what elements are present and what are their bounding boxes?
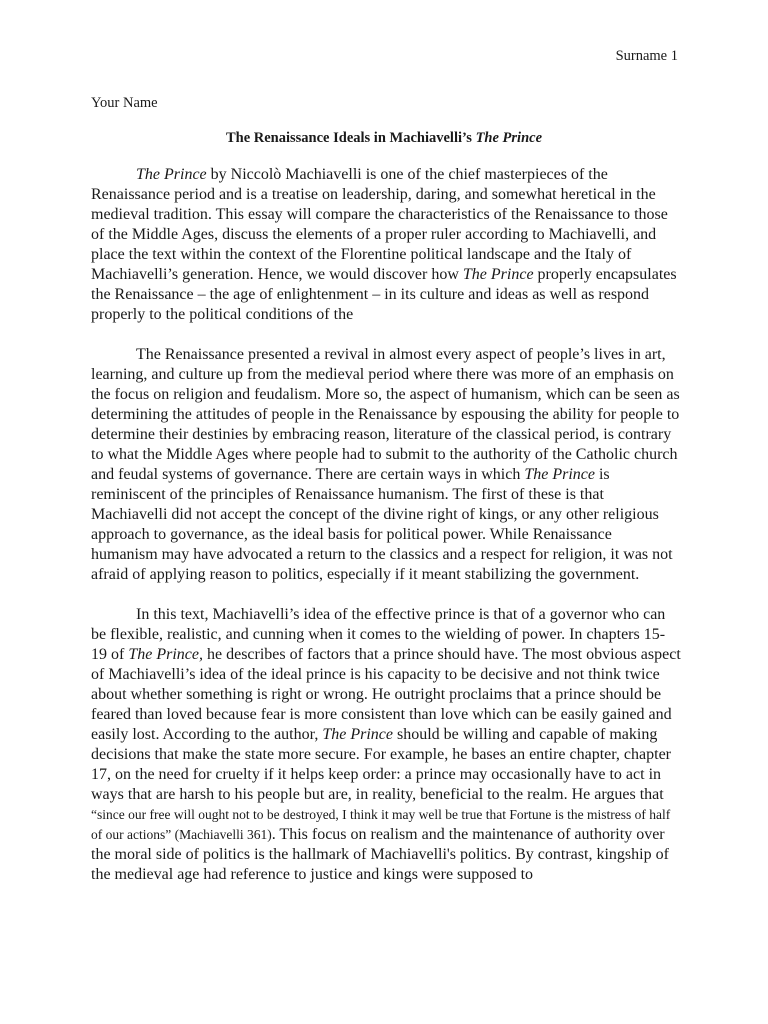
p2-text-3: is reminiscent of the principles of Renaissance humanism. The first of these is that Machiavelli did not accept the concept of the divine right of kings, or any other religious approach to governance, as the ideal basis for political power. While Renaissance humanism may have advocated a return to the classics and a respect for religion, it was not afraid of applying reason to politics, especially if it meant stabilizing the government. xyxy=(91,466,673,583)
p3-text-3: he describes of factors that a prince should have. The most obvious aspect of Machiavelli’s idea of the ideal prince is his capacity to be decisive and not think twice about whether something is right or wrong. He outright proclaims that a prince should be feared than loved because fear is more consistent than love which can be easily gained and easily lost. According to the author, xyxy=(91,646,681,743)
title-italic: The Prince xyxy=(475,130,543,146)
p3-text-7: . This focus on realism and the maintenance of authority over the moral side of politics is the hallmark of Machiavelli's politics. By contrast, kingship of the medieval age had reference to justice and kings were supposed to xyxy=(91,826,669,883)
p3-italic-4: The Prince xyxy=(322,726,393,743)
essay-body xyxy=(91,165,681,905)
p3-italic-2: The Prince, xyxy=(128,646,203,663)
p1-italic-3: The Prince xyxy=(462,266,534,283)
p1-text-4: properly encapsulates the Renaissance – the age of enlightenment – in its culture and ideas as well as respond properly to the political conditions of the xyxy=(91,266,677,323)
running-head: Surname 1 xyxy=(615,48,678,64)
paragraph-1 xyxy=(91,165,681,325)
paragraph-2 xyxy=(91,345,681,585)
p2-text-1: The Renaissance presented a revival in almost every aspect of people’s lives in art, learning, and culture up from the medieval period where there was more of an emphasis on the focus on religion and feudalism. More so, the aspect of humanism, which can be seen as determining the attitudes of people in the Renaissance by espousing the ability for people to determine their destinies by embracing reason, literature of the classical period, is contrary to what the Middle Ages where people had to submit to the authority of the Catholic church and feudal systems of governance. There are certain ways in which xyxy=(91,346,680,483)
author-name: Your Name xyxy=(91,95,158,111)
p3-text-5: should be willing and capable of making decisions that make the state more secure. For example, he bases an entire chapter, chapter 17, on the need for cruelty if it helps keep order: a prince may occasionally have to act in ways that are harsh to his people but are, in reality, beneficial to the realm. He argues that xyxy=(91,726,672,803)
p3-text-1: In this text, Machiavelli’s idea of the effective prince is that of a governor who can be flexible, realistic, and cunning when it comes to the wielding of power. In chapters 15-19 of xyxy=(91,606,666,663)
p3-quote: “since our free will ought not to be destroyed, I think it may well be true that Fortune is the mistress of half of our actions” (Machiavelli 361) xyxy=(91,807,671,842)
title-main: The Renaissance Ideals in Machiavelli’s xyxy=(225,130,476,146)
essay-title xyxy=(91,128,677,148)
p1-text-2: by Niccolò Machiavelli is one of the chief masterpieces of the Renaissance period and is a treatise on leadership, daring, and somewhat heretical in the medieval tradition. This essay will compare the characteristics of the Renaissance to those of the Middle Ages, discuss the elements of a proper ruler according to Machiavelli, and place the text within the context of the Florentine political landscape and the Italy of Machiavelli’s generation. Hence, we would discover how xyxy=(91,166,668,283)
paragraph-3 xyxy=(91,605,681,885)
p2-italic-2: The Prince xyxy=(524,466,595,483)
p1-italic-1: The Prince xyxy=(136,166,207,183)
